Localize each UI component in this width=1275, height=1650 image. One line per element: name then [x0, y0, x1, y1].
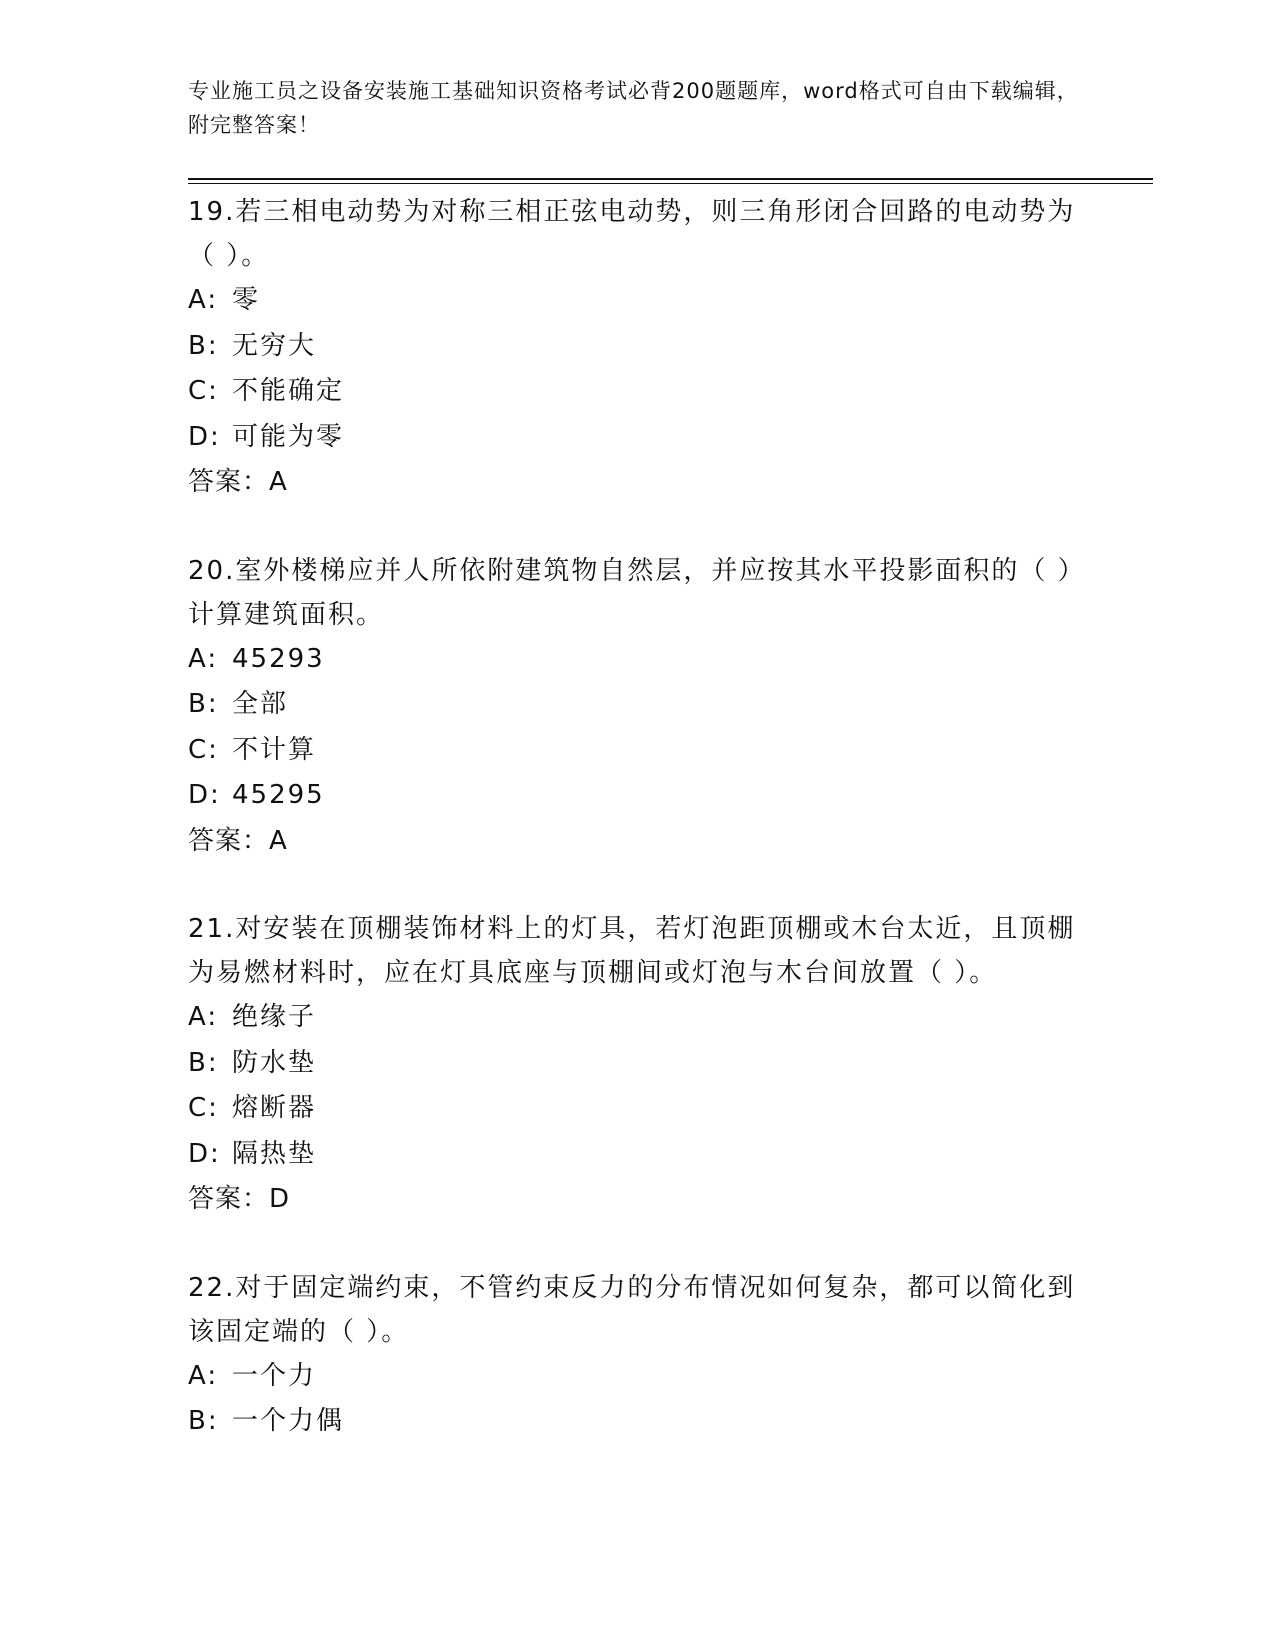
question-stem: 22.对于固定端约束，不管约束反力的分布情况如何复杂，都可以简化到该固定端的（ ）。 — [188, 1272, 1076, 1347]
option-text: 全部 — [232, 689, 289, 719]
header-divider-thick — [188, 178, 1153, 180]
option-text: 一个力偶 — [232, 1406, 345, 1436]
option-c — [188, 1086, 1088, 1132]
option-letter: A: — [188, 1002, 219, 1032]
question-22 — [188, 1266, 1088, 1445]
option-a — [188, 278, 1088, 324]
option-b — [188, 324, 1088, 370]
question-list — [188, 190, 1088, 1488]
answer-line: 答案：D — [188, 1184, 291, 1214]
option-text: 防水垫 — [232, 1047, 317, 1078]
question-19 — [188, 190, 1088, 506]
option-text: 45295 — [232, 780, 325, 810]
option-a — [188, 1354, 1088, 1400]
option-letter: C: — [188, 734, 219, 765]
question-stem: 21.对安装在顶棚装饰材料上的灯具，若灯泡距顶棚或木台太近，且顶棚为易燃材料时，应在灯具底座与顶棚间或灯泡与木台间放置（ ）。 — [188, 914, 1076, 988]
question-21 — [188, 907, 1088, 1223]
option-b — [188, 1399, 1088, 1445]
option-b — [188, 1041, 1088, 1087]
option-text: 无穷大 — [232, 330, 317, 361]
option-b — [188, 682, 1088, 728]
option-text: 一个力 — [232, 1360, 317, 1391]
option-a — [188, 637, 1088, 683]
option-text: 零 — [232, 285, 261, 315]
option-text: 不能确定 — [232, 376, 345, 406]
option-c — [188, 369, 1088, 415]
question-20 — [188, 549, 1088, 865]
option-a — [188, 995, 1088, 1041]
option-text: 45293 — [232, 643, 325, 674]
answer-line: 答案：A — [188, 825, 288, 856]
option-d — [188, 773, 1088, 819]
option-letter: B: — [188, 689, 219, 719]
option-letter: B: — [188, 1047, 219, 1078]
option-letter: B: — [188, 330, 219, 361]
option-letter: C: — [188, 376, 219, 406]
document-header: 专业施工员之设备安装施工基础知识资格考试必背200题题库，word格式可自由下载编辑，附完整答案！ — [188, 79, 1079, 137]
option-letter: A: — [188, 643, 219, 674]
question-stem: 19.若三相电动势为对称三相正弦电动势，则三角形闭合回路的电动势为（ ）。 — [188, 197, 1076, 271]
option-d — [188, 1132, 1088, 1178]
option-letter: D: — [188, 421, 221, 452]
option-letter: D: — [188, 1138, 221, 1169]
question-stem: 20.室外楼梯应并人所依附建筑物自然层，并应按其水平投影面积的（ ）计算建筑面积。 — [188, 555, 1086, 630]
option-letter: A: — [188, 285, 219, 315]
option-d — [188, 415, 1088, 461]
answer-line: 答案：A — [188, 467, 288, 497]
option-text: 隔热垫 — [232, 1138, 317, 1169]
option-text: 不计算 — [232, 734, 317, 765]
option-text: 熔断器 — [232, 1093, 317, 1123]
option-letter: A: — [188, 1360, 219, 1391]
option-c — [188, 728, 1088, 774]
header-divider-thin — [188, 183, 1153, 184]
option-letter: B: — [188, 1406, 219, 1436]
option-text: 绝缘子 — [232, 1002, 317, 1032]
option-letter: D: — [188, 780, 221, 810]
option-letter: C: — [188, 1093, 219, 1123]
option-text: 可能为零 — [232, 421, 345, 452]
